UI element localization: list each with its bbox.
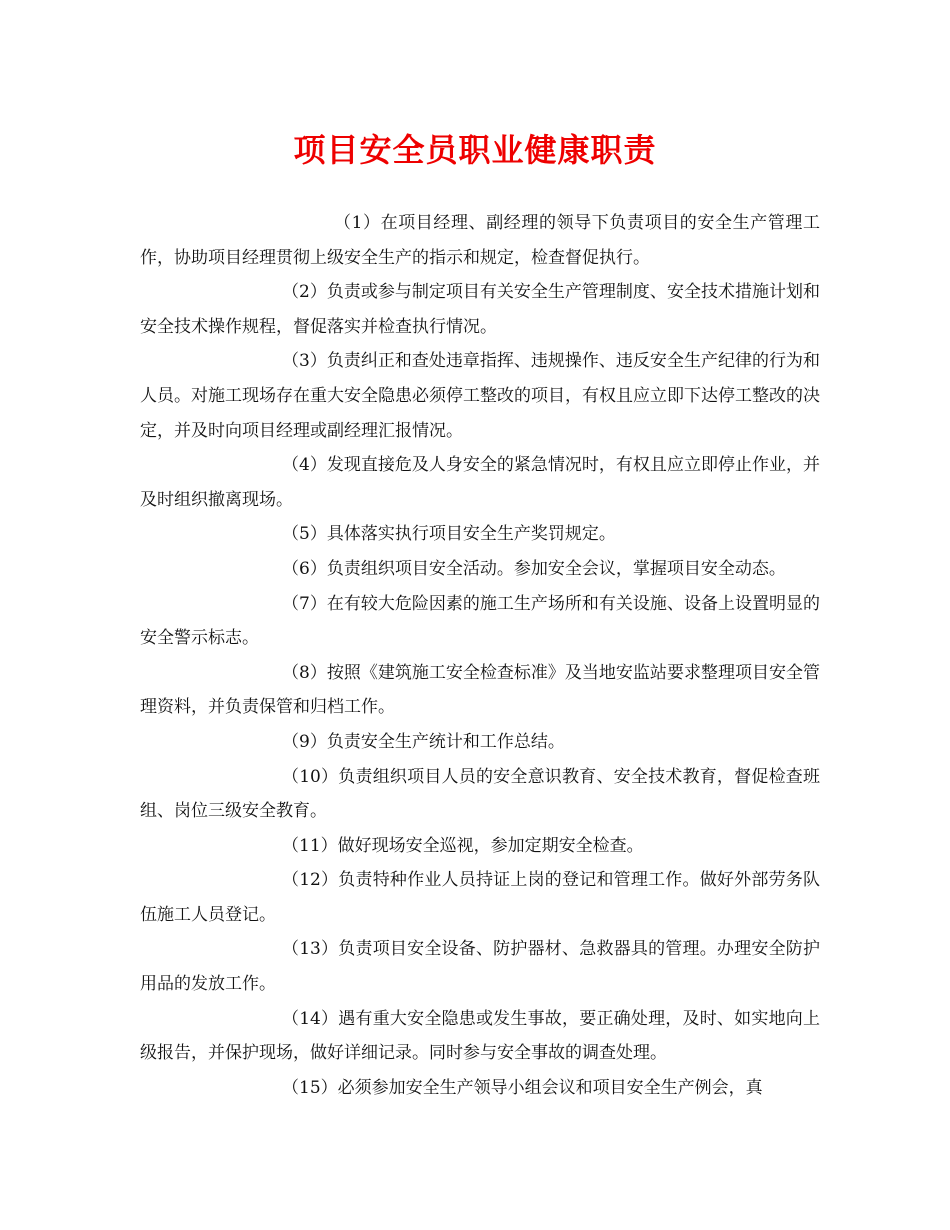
document-title: 项目安全员职业健康职责: [293, 131, 657, 169]
paragraph-14: （14）遇有重大安全隐患或发生事故，要正确处理，及时、如实地向上级报告，并保护现场，做好详细记录。同时参与安全事故的调查处理。: [140, 1008, 820, 1064]
paragraph-3: （3）负责纠正和查处违章指挥、违规操作、违反安全生产纪律的行为和人员。对施工现场存在重大安全隐患必须停工整改的项目，有权且应立即下达停工整改的决定，并及时向项目经理或副经理汇报情况。: [140, 351, 820, 441]
paragraph-9: （9）负责安全生产统计和工作总结。: [282, 731, 565, 752]
paragraph-10: （10）负责组织项目人员的安全意识教育、安全技术教育，督促检查班组、岗位三级安全教育。: [140, 766, 820, 822]
paragraph-4: （4）发现直接危及人身安全的紧急情况时，有权且应立即停止作业，并及时组织撤离现场。: [140, 455, 820, 510]
paragraph-5: （5）具体落实执行项目安全生产奖罚规定。: [282, 524, 616, 545]
paragraph-6: （6）负责组织项目安全活动。参加安全会议，掌握项目安全动态。: [282, 558, 786, 579]
paragraph-1: （1）在项目经理、副经理的领导下负责项目的安全生产管理工作，协助项目经理贯彻上级安全生产的指示和规定，检查督促执行。: [140, 213, 820, 268]
paragraph-12: （12）负责特种作业人员持证上岗的登记和管理工作。做好外部劳务队伍施工人员登记。: [140, 870, 820, 925]
paragraph-13: （13）负责项目安全设备、防护器材、急救器具的管理。办理安全防护用品的发放工作。: [140, 939, 820, 995]
paragraph-15: （15）必须参加安全生产领导小组会议和项目安全生产例会，真: [282, 1077, 763, 1098]
paragraph-2: （2）负责或参与制定项目有关安全生产管理制度、安全技术措施计划和安全技术操作规程，督促落实并检查执行情况。: [140, 282, 820, 337]
paragraph-11: （11）做好现场安全巡视，参加定期安全检查。: [282, 835, 644, 856]
document-body: [140, 206, 820, 1105]
paragraph-8: （8）按照《建筑施工安全检查标准》及当地安监站要求整理项目安全管理资料，并负责保管和归档工作。: [140, 662, 820, 718]
paragraph-7: （7）在有较大危险因素的施工生产场所和有关设施、设备上设置明显的安全警示标志。: [140, 593, 820, 649]
